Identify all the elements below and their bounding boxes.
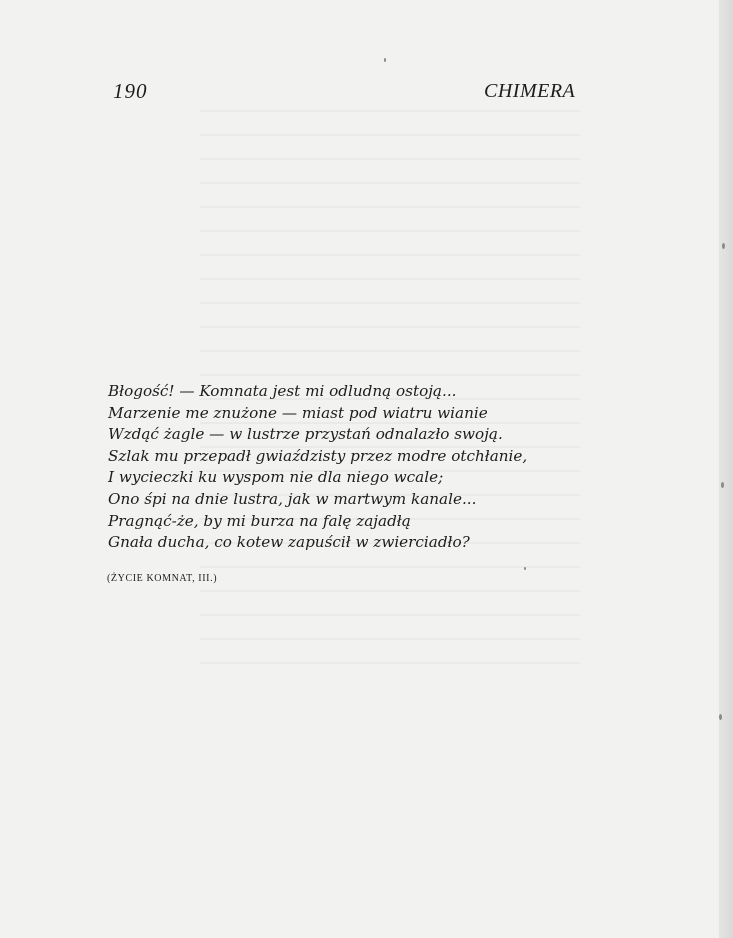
running-head: CHIMERA xyxy=(484,80,576,102)
poem-line: Marzenie me znużone — miast pod wiatru wianie xyxy=(108,403,488,422)
source-citation: (ŻYCIE KOMNAT, III.) xyxy=(107,573,218,584)
poem-line: Błogość! — Komnata jest mi odludną ostoją... xyxy=(108,382,457,400)
show-through-text xyxy=(200,95,580,665)
page-edge xyxy=(719,0,733,938)
poem-line: I wycieczki ku wyspom nie dla niego wcale; xyxy=(108,468,444,487)
poem-line: Gnała ducha, co kotew zapuścił w zwierciadło? xyxy=(108,533,470,552)
poem-line: Ono śpi na dnie lustra, jak w martwym kanale... xyxy=(108,489,477,508)
poem-stanza xyxy=(108,381,527,554)
print-speck xyxy=(524,567,526,570)
print-speck xyxy=(722,243,725,249)
print-speck xyxy=(719,714,722,720)
page-number: 190 xyxy=(113,79,148,103)
poem-line: Pragnąć-że, by mi burza na falę zajadłą xyxy=(108,511,411,530)
print-speck xyxy=(721,482,724,488)
poem-line: Wzdąć żagle — w lustrze przystań odnalazło swoją. xyxy=(108,425,503,444)
poem-line: Szlak mu przepadł gwiaździsty przez modre otchłanie, xyxy=(108,446,528,465)
print-speck xyxy=(384,58,386,62)
